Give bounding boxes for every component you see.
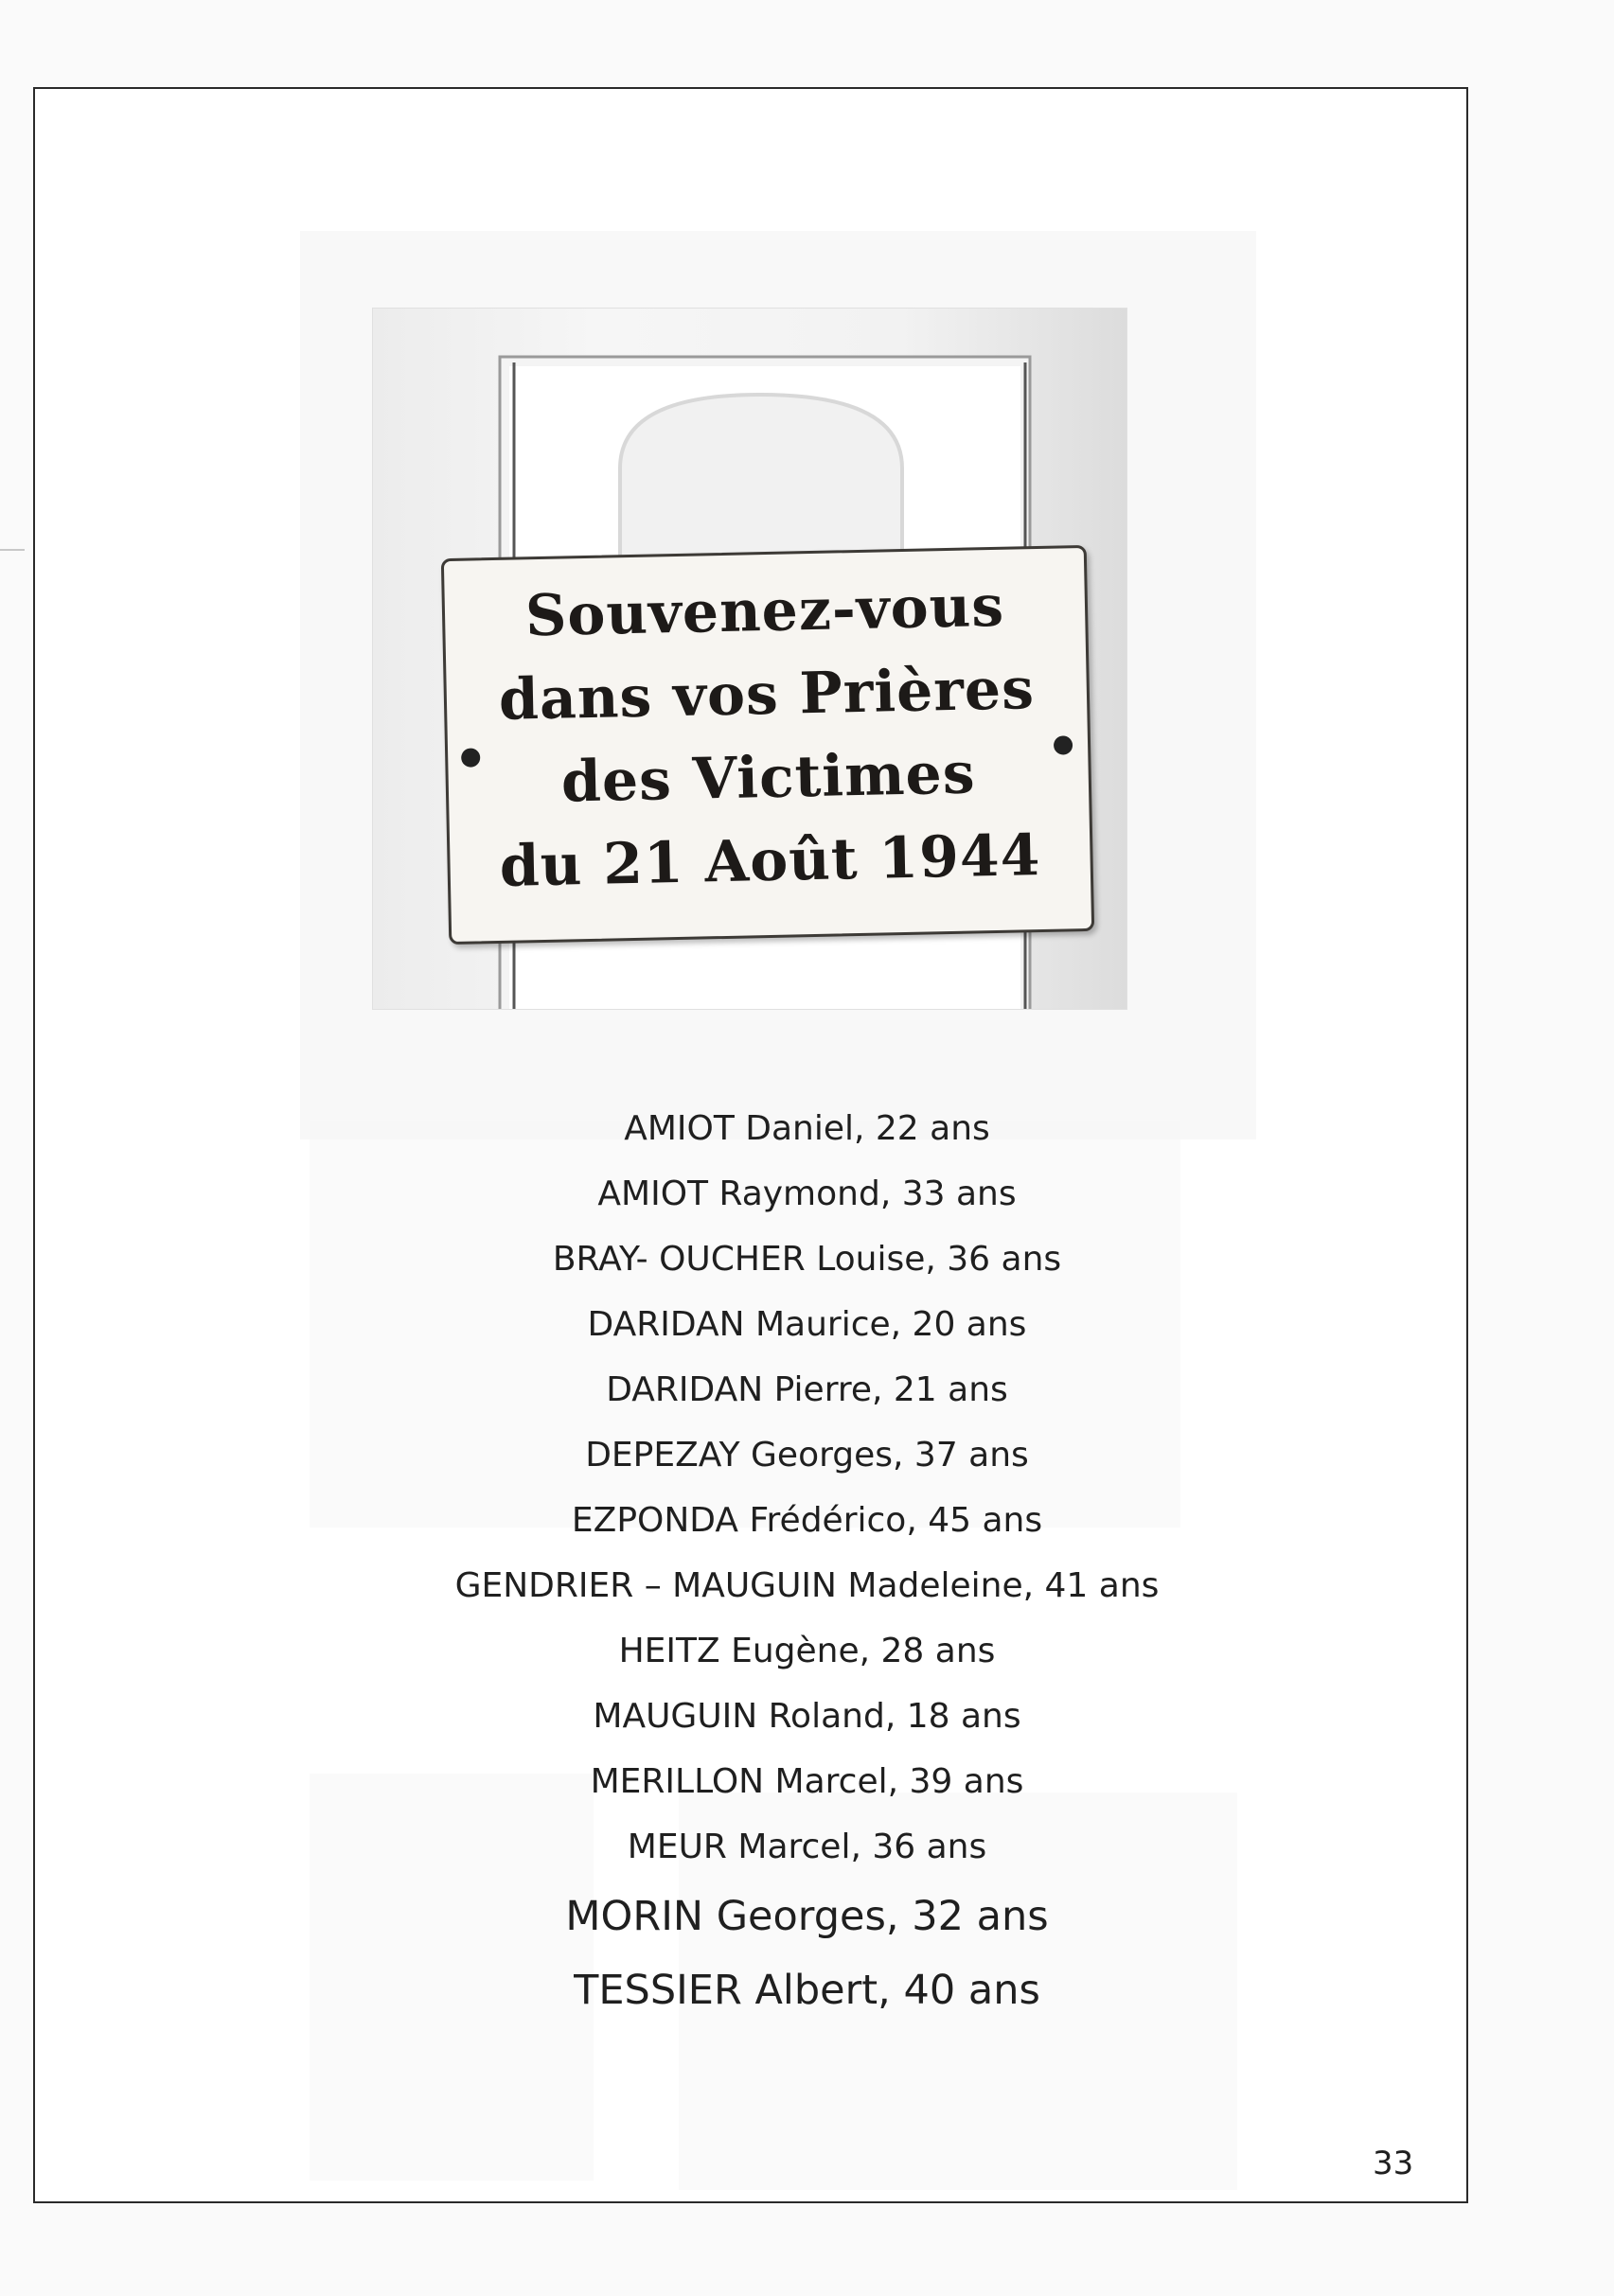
victim-entry: BRAY- OUCHER Louise, 36 ans: [552, 1240, 1062, 1279]
victims-list: [0, 1096, 1614, 2027]
plaque-line: des Victimes: [560, 740, 977, 816]
victim-entry: EZPONDA Frédérico, 45 ans: [571, 1501, 1043, 1540]
victim-entry: DARIDAN Maurice, 20 ans: [587, 1305, 1027, 1344]
victim-entry: DARIDAN Pierre, 21 ans: [606, 1370, 1008, 1409]
page-number: 33: [1373, 2145, 1414, 2182]
victim-entry: MERILLON Marcel, 39 ans: [590, 1762, 1024, 1801]
plaque-line: du 21 Août 1944: [499, 821, 1042, 900]
plaque-line: Souvenez-vous: [524, 573, 1005, 650]
arch-shape: [620, 395, 902, 563]
victim-entry: DEPEZAY Georges, 37 ans: [585, 1436, 1029, 1475]
scan-edge-mark: [0, 549, 25, 551]
victim-entry: HEITZ Eugène, 28 ans: [618, 1632, 996, 1670]
victim-entry: MEUR Marcel, 36 ans: [627, 1828, 987, 1866]
victim-entry: AMIOT Raymond, 33 ans: [597, 1174, 1017, 1213]
victim-entry: AMIOT Daniel, 22 ans: [624, 1109, 990, 1148]
victim-entry: GENDRIER – MAUGUIN Madeleine, 41 ans: [454, 1566, 1160, 1605]
memorial-plaque-photo: [372, 308, 1127, 1010]
victim-entry: MORIN Georges, 32 ans: [565, 1893, 1049, 1940]
plaque-line: dans vos Prières: [498, 656, 1036, 733]
plaque-inscription: [444, 548, 1091, 910]
victim-entry: MAUGUIN Roland, 18 ans: [593, 1697, 1021, 1736]
enamel-plaque: [441, 545, 1094, 945]
victim-entry: TESSIER Albert, 40 ans: [574, 1967, 1040, 2014]
